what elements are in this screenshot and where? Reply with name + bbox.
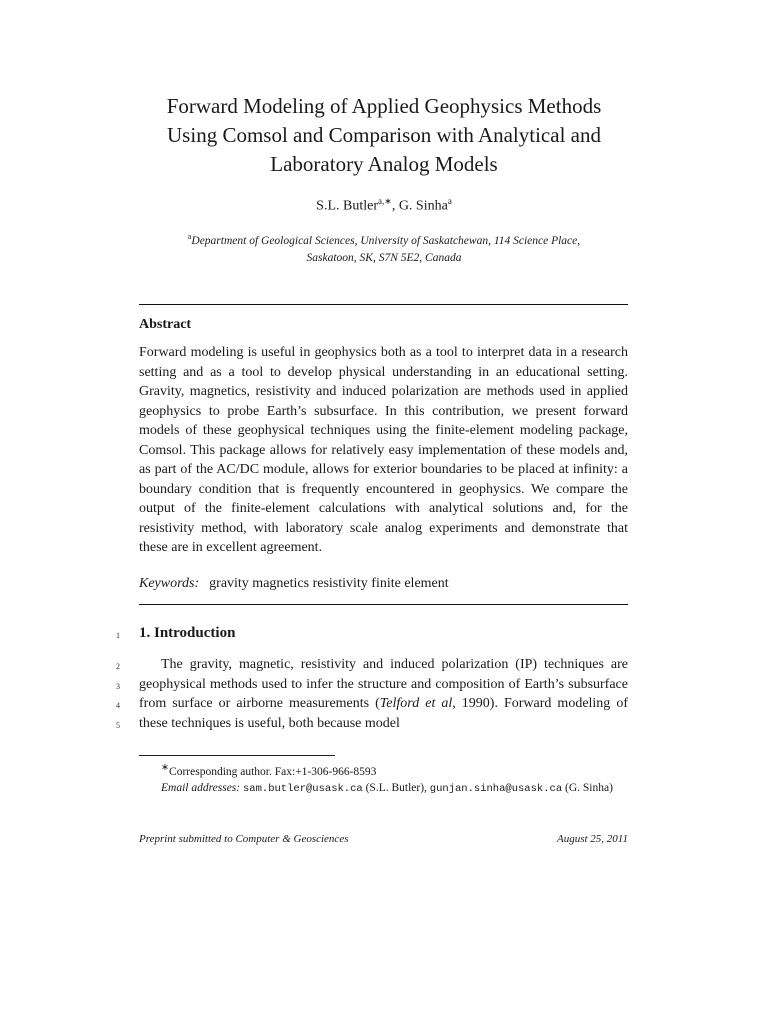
footnote-rule bbox=[139, 755, 335, 756]
title-line: Forward Modeling of Applied Geophysics Methods bbox=[166, 94, 602, 118]
keywords-label: Keywords: bbox=[139, 576, 200, 591]
preprint-note: Preprint submitted to Computer & Geosciences bbox=[139, 833, 349, 845]
author-affiliation-mark: a,∗ bbox=[378, 196, 392, 206]
line-number: 3 bbox=[116, 682, 120, 691]
affiliation-mark: a bbox=[187, 232, 192, 241]
line-number: 4 bbox=[116, 701, 120, 710]
intro-text-part: , 1990). Forward modeling of these techniques is useful, both because model bbox=[139, 696, 628, 731]
preprint-date: August 25, 2011 bbox=[557, 833, 628, 845]
affiliation bbox=[140, 228, 628, 267]
email-owner: (S.L. Butler), bbox=[362, 781, 430, 794]
author-separator: , bbox=[391, 198, 399, 214]
author-name: G. Sinha bbox=[398, 198, 448, 214]
keywords-text: gravity magnetics resistivity finite element bbox=[209, 576, 449, 591]
abstract-top-rule bbox=[139, 304, 628, 305]
affiliation-line: Department of Geological Sciences, University of Saskatchewan, 114 Science Place, bbox=[191, 234, 581, 247]
section-heading: 1. Introduction bbox=[139, 625, 236, 641]
email-address[interactable]: gunjan.sinha@usask.ca bbox=[429, 782, 563, 795]
title-line: Using Comsol and Comparison with Analytical and bbox=[167, 123, 601, 147]
abstract-bottom-rule bbox=[139, 604, 628, 605]
intro-text-part: The gravity, magnetic, resistivity and induced polarization (IP) techniques are geophysical methods used to infer the structure and composition of Earth’s subsurface from surface or airborne measurements ( bbox=[139, 657, 628, 711]
author-affiliation-mark: a bbox=[447, 196, 452, 206]
email-owner: (G. Sinha) bbox=[562, 781, 613, 794]
paper-title bbox=[120, 92, 648, 179]
line-number: 1 bbox=[116, 631, 120, 640]
footnote bbox=[139, 760, 628, 797]
introduction-text bbox=[139, 655, 628, 733]
author-name: S.L. Butler bbox=[316, 198, 379, 214]
abstract-text: Forward modeling is useful in geophysics both as a tool to interpret data in a research setting and as a tool to develop physical understanding in an educational setting. Gravity, magnetics, resistivity and induced polarization are methods used in applied geophysics to probe Earth’s subsurface. In this contribution, we present forward models of these geophysical techniques using the finite-element modeling package, Comsol. This package allows for relatively easy implementation of these models and, as part of the AC/DC module, allows for exterior boundaries to be placed at infinity: a boundary condition that is frequently encountered in geophysics. We compare the output of the finite-element calculations with analytical solutions and, for the resistivity method, with laboratory scale analog experiments and demonstrate that these are in excellent agreement. bbox=[139, 345, 628, 555]
author-list bbox=[120, 196, 648, 215]
footnote-corresponding: Corresponding author. Fax:+1-306-966-8593 bbox=[169, 765, 377, 778]
keywords bbox=[139, 576, 449, 592]
line-number: 2 bbox=[116, 662, 120, 671]
citation: Telford et al bbox=[379, 696, 453, 711]
footnote-marker: ∗ bbox=[161, 762, 170, 773]
abstract-heading: Abstract bbox=[139, 317, 192, 332]
email-label: Email addresses: bbox=[161, 781, 241, 794]
line-number: 5 bbox=[116, 721, 120, 730]
title-line: Laboratory Analog Models bbox=[270, 152, 498, 176]
affiliation-line: Saskatoon, SK, S7N 5E2, Canada bbox=[306, 251, 462, 264]
email-address[interactable]: sam.butler@usask.ca bbox=[242, 782, 363, 795]
